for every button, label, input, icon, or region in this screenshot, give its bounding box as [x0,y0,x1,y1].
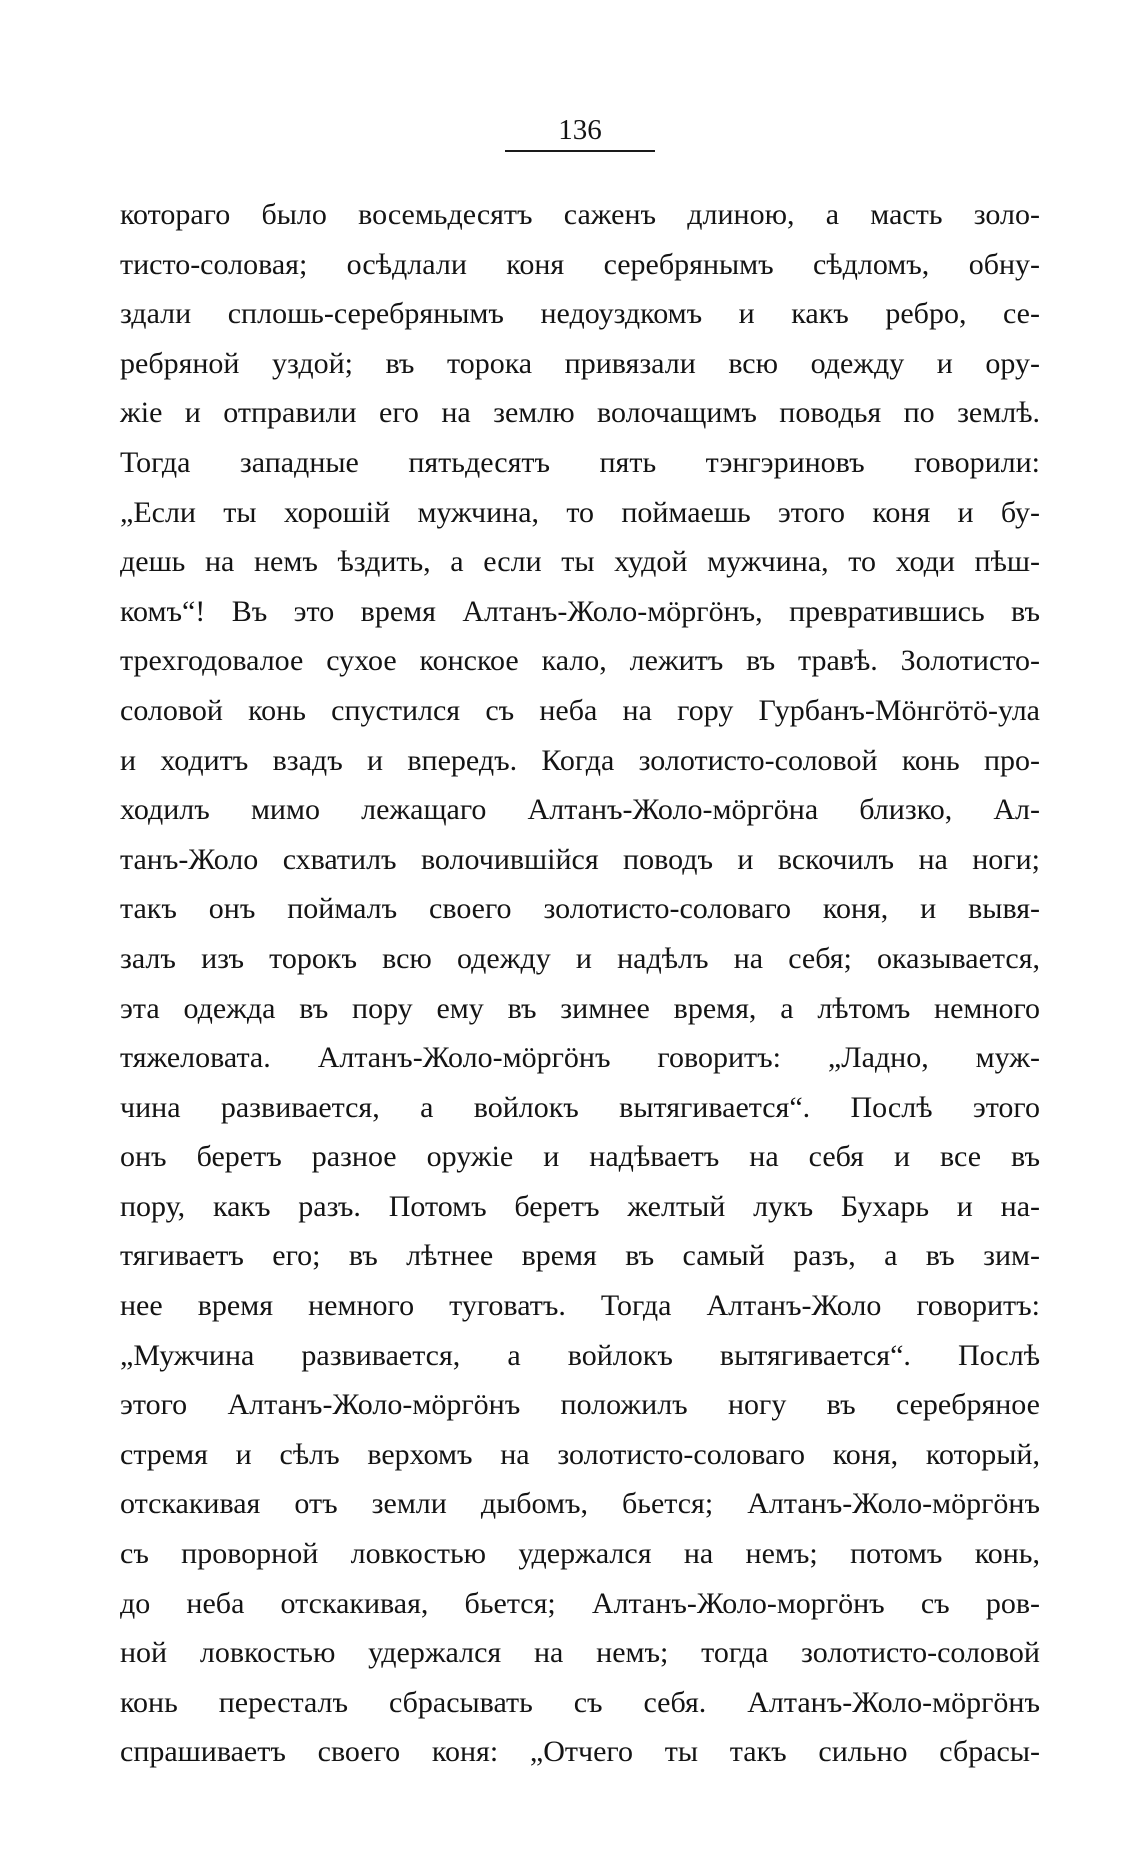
text-line: котораго было восемьдесятъ саженъ длиною, а масть золо- [120,198,1040,231]
text-line: и ходитъ взадъ и впередъ. Когда золотисто-соловой конь про- [120,743,1040,777]
text-line: эта одежда въ пору ему въ зимнее время, а лѣтомъ немного [120,991,1040,1025]
text-line: стремя и сѣлъ верхомъ на золотисто-соловаго коня, который, [120,1437,1040,1471]
text-line: чина развивается, а войлокъ вытягивается“. Послѣ этого [120,1090,1040,1124]
text-line: танъ-Жоло схватилъ волочившійся поводъ и вскочилъ на ноги; [120,842,1040,876]
page-number: 136 [558,114,602,146]
text-line: соловой конь спустился съ неба на гору Гурбанъ-Мöнгöтö-ула [120,693,1040,727]
text-line: отскакивая отъ земли дыбомъ, бьется; Алтанъ-Жоло-мöргöнъ [120,1487,1040,1521]
text-line: „Мужчина развивается, а войлокъ вытягивается“. Послѣ [120,1338,1040,1372]
text-line: залъ изъ торокъ всю одежду и надѣлъ на себя; оказывается, [120,941,1040,975]
text-line: спрашиваетъ своего коня: „Отчего ты такъ сильно сбрасы- [120,1735,1040,1769]
body-text [120,190,1040,1777]
text-line: дешь на немъ ѣздить, а если ты худой мужчина, то ходи пѣш- [120,545,1040,579]
text-line: нее время немного туговатъ. Тогда Алтанъ-Жоло говоритъ: [120,1289,1040,1323]
text-line: комъ“! Въ это время Алтанъ-Жоло-мöргöнъ, превратившись въ [120,594,1040,628]
text-line: до неба отскакивая, бьется; Алтанъ-Жоло-моргöнъ съ ров- [120,1586,1040,1620]
text-line: пору, какъ разъ. Потомъ беретъ желтый лукъ Бухарь и на- [120,1189,1040,1223]
text-line: этого Алтанъ-Жоло-мöргöнъ положилъ ногу въ серебряное [120,1388,1040,1422]
text-line: „Если ты хорошій мужчина, то поймаешь этого коня и бу- [120,495,1040,529]
text-line: тяжеловата. Алтанъ-Жоло-мöргöнъ говоритъ: „Ладно, муж- [120,1041,1040,1075]
text-line: здали сплошь-серебрянымъ недоуздкомъ и какъ ребро, се- [120,297,1040,331]
text-line: онъ беретъ разное оружіе и надѣваетъ на себя и все въ [120,1140,1040,1174]
text-line: съ проворной ловкостью удержался на немъ; потомъ конь, [120,1537,1040,1571]
text-line: конь пересталъ сбрасывать съ себя. Алтанъ-Жоло-мöргöнъ [120,1685,1040,1719]
text-line: такъ онъ поймалъ своего золотисто-соловаго коня, и вывя- [120,892,1040,926]
text-line: жіе и отправили его на землю волочащимъ поводья по землѣ. [120,396,1040,430]
text-line: ходилъ мимо лежащаго Алтанъ-Жоло-мöргöна близко, Ал- [120,793,1040,827]
header-rule [505,150,655,152]
text-line: ребряной уздой; въ торока привязали всю одежду и ору- [120,346,1040,380]
text-line: Тогда западные пятьдесятъ пять тэнгэриновъ говорили: [120,445,1040,479]
text-line: ной ловкостью удержался на немъ; тогда золотисто-соловой [120,1636,1040,1670]
text-line: тягиваетъ его; въ лѣтнее время въ самый разъ, а въ зим- [120,1239,1040,1273]
text-line: трехгодовалое сухое конское кало, лежитъ въ травѣ. Золотисто- [120,644,1040,678]
text-line: тисто-соловая; осѣдлали коня серебрянымъ сѣдломъ, обну- [120,247,1040,281]
